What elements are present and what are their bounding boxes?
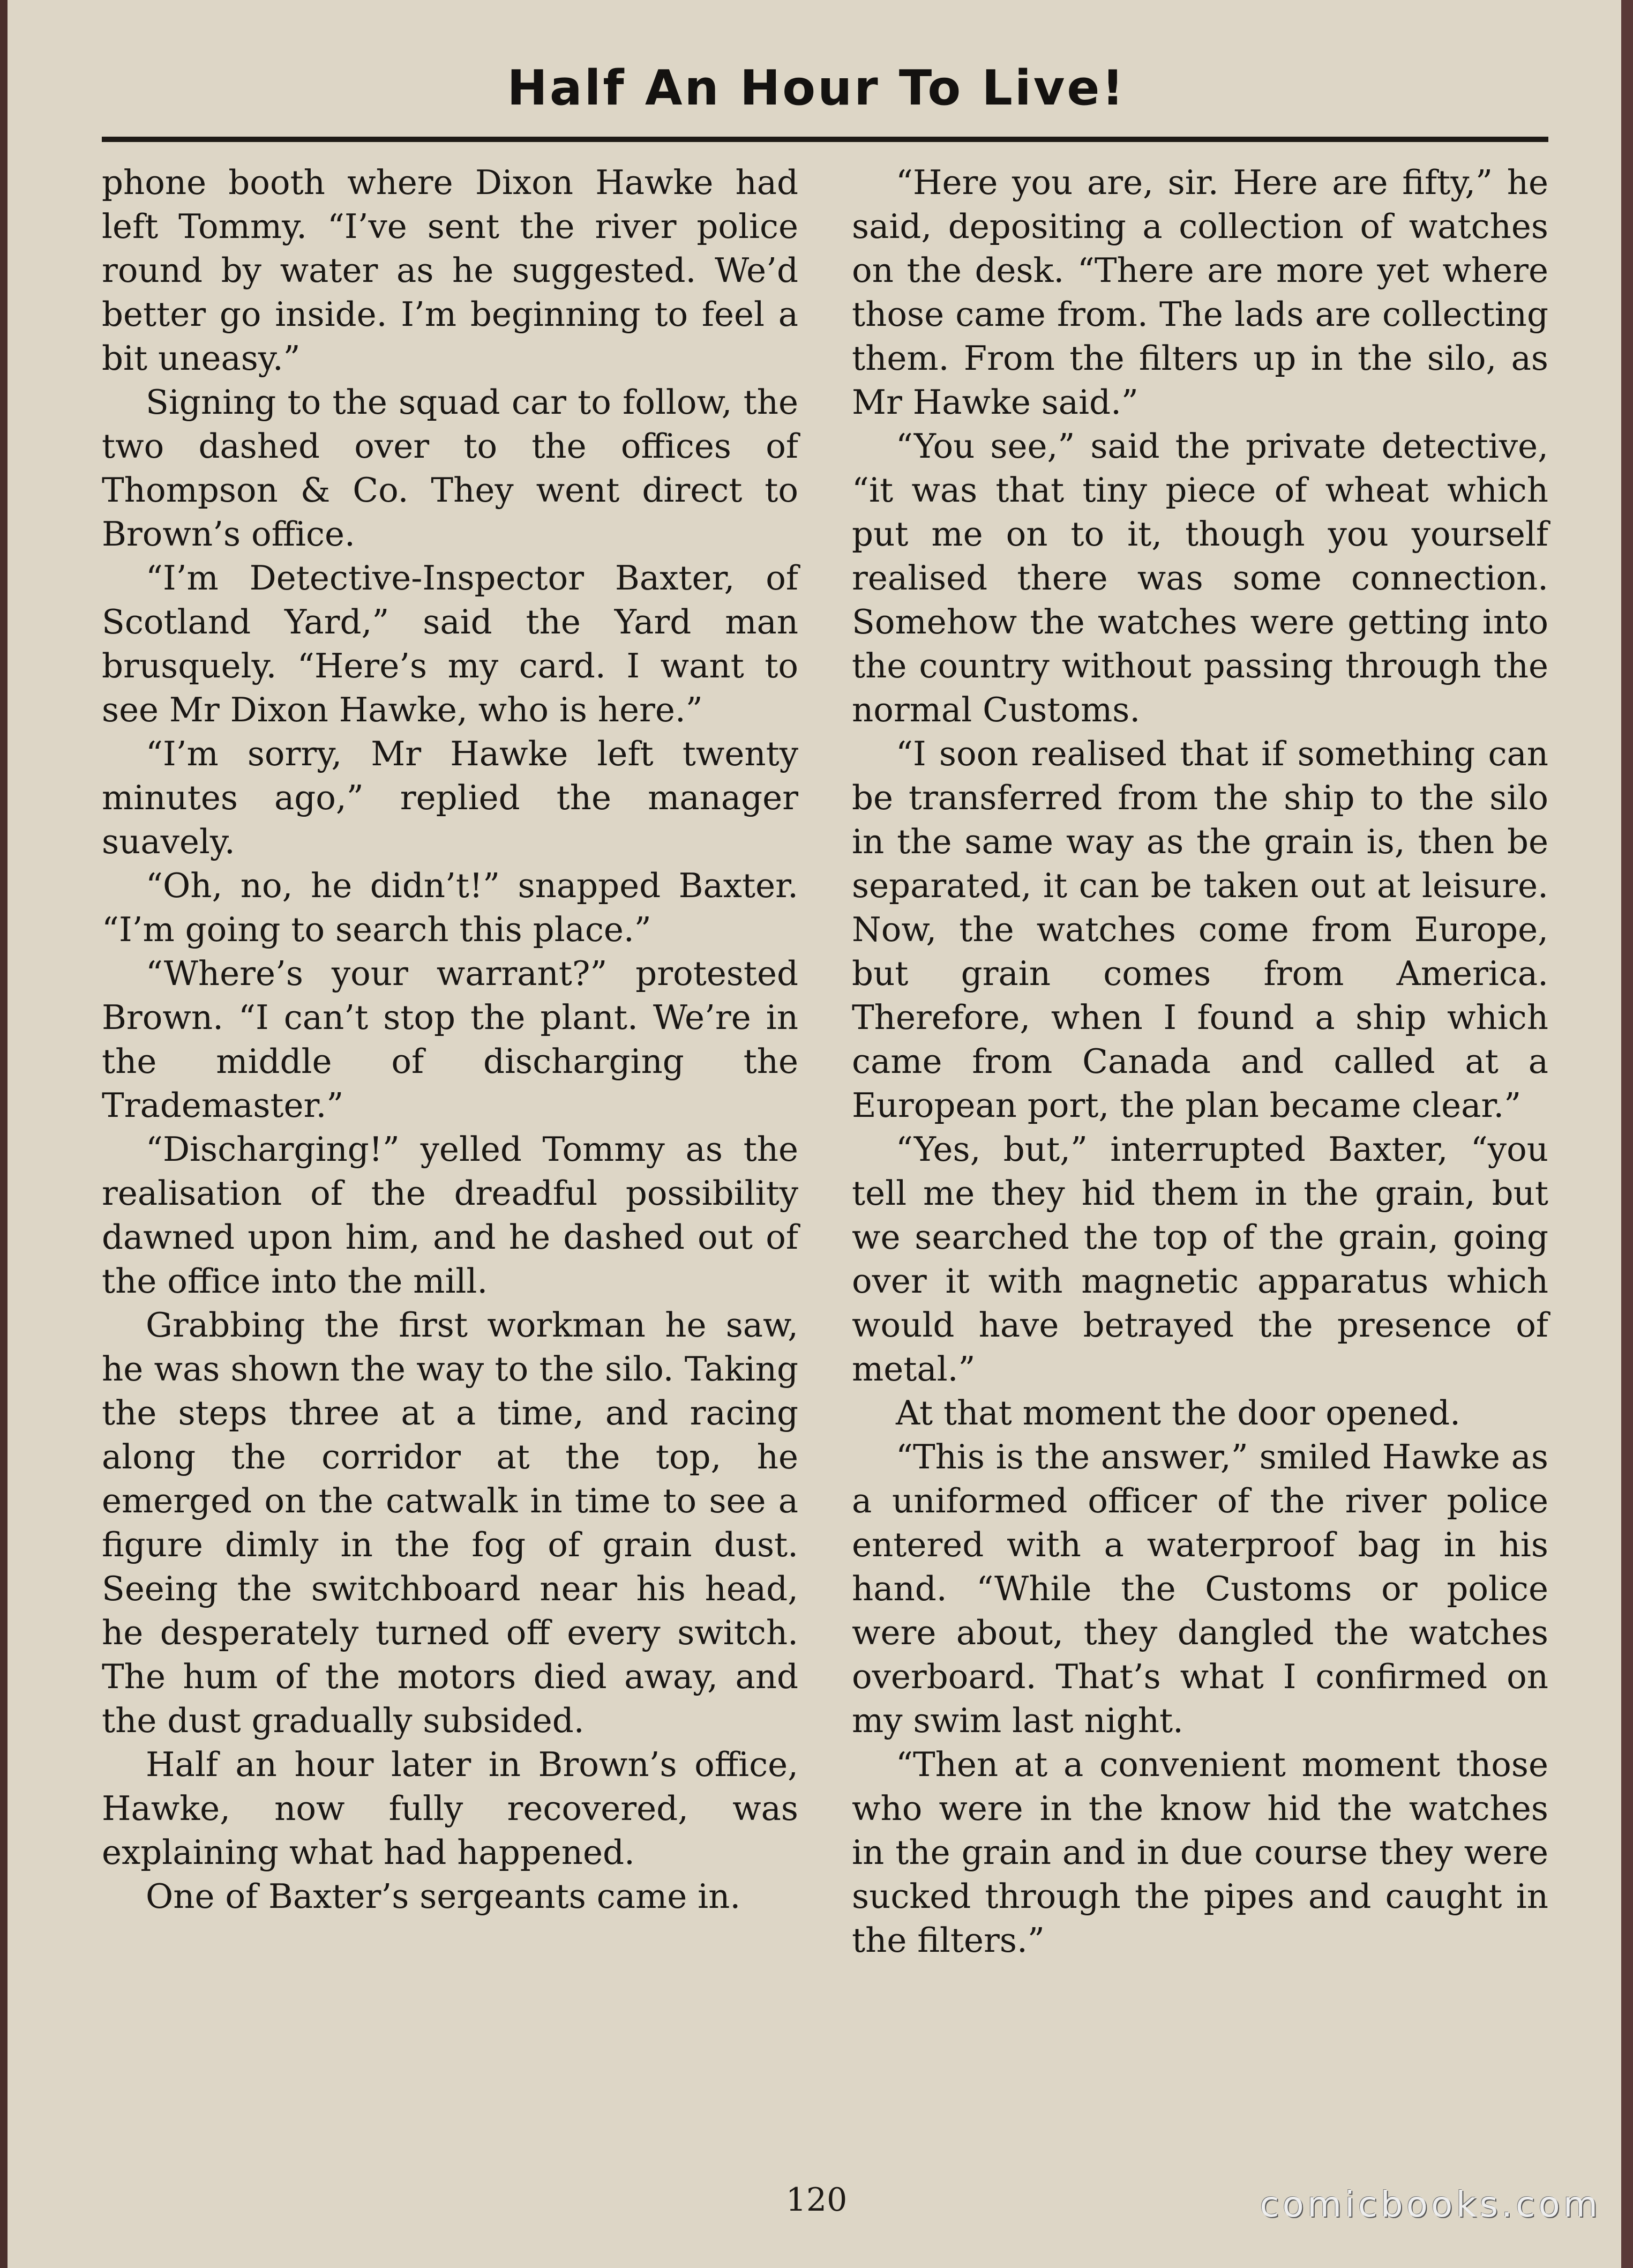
paragraph: “Here you are, sir. Here are fifty,” he said, depositing a collection of watches on the desk. “There are more yet where those came from. The lads are collecting them. From the filters up in the silo, as Mr Hawke said.” [852,163,1548,422]
paragraph: At that moment the door opened. [896,1393,1460,1433]
paragraph: “I’m Detective-Inspector Baxter, of Scotland Yard,” said the Yard man brusquely. “Here’s my card. I want to see Mr Dixon Hawke, who is here.” [102,558,798,729]
page-edge-left [0,0,8,2268]
paragraph: “I’m sorry, Mr Hawke left twenty minutes ago,” replied the manager suavely. [102,734,798,861]
site-watermark: comicbooks.com [1260,2184,1601,2225]
paragraph: “You see,” said the private detective, “it was that tiny piece of wheat which put me on to it, though you yourself realised there was some connection. Somehow the watches were getting into the country without passing through the normal Customs. [852,427,1548,729]
paragraph: “Yes, but,” interrupted Baxter, “you tell me they hid them in the grain, but we searched the top of the grain, going over it with magnetic apparatus which would have betrayed the presence of metal.” [852,1130,1548,1389]
paragraph: Signing to the squad car to follow, the two dashed over to the offices of Thompson & Co. They went direct to Brown’s office. [102,383,798,554]
story-title: Half An Hour To Live! [507,60,1126,116]
paragraph: One of Baxter’s sergeants came in. [146,1877,741,1916]
paragraph: “Where’s your warrant?” protested Brown. “I can’t stop the plant. We’re in the middle of discharging the Trademaster.” [102,954,798,1125]
paragraph: “Oh, no, he didn’t!” snapped Baxter. “I’m going to search this place.” [102,866,798,949]
right-column [852,161,1548,1963]
paragraph: “I soon realised that if something can be transferred from the ship to the silo in the same way as the grain is, then be separated, it can be taken out at leisure. Now, the watches come from Europe, but grain comes from America. Therefore, when I found a ship which came from Canada and called at a European port, the plan became clear.” [852,734,1548,1125]
paragraph: “Then at a convenient moment those who were in the know hid the watches in the grain and in due course they were sucked through the pipes and caught in the filters.” [852,1745,1548,1960]
paragraph: phone booth where Dixon Hawke had left Tommy. “I’ve sent the river police round by water as he suggested. We’d better go inside. I’m beginning to feel a bit uneasy.” [102,163,798,378]
title-rule [102,137,1548,142]
page-edge-right [1621,0,1633,2268]
paragraph: “This is the answer,” smiled Hawke as a uniformed officer of the river police entered with a waterproof bag in his hand. “While the Customs or police were about, they dangled the watches overboard. That’s what I confirmed on my swim last night. [852,1437,1548,1740]
paragraph: Half an hour later in Brown’s office, Hawke, now fully recovered, was explaining what had happened. [102,1745,798,1872]
paragraph: Grabbing the first workman he saw, he was shown the way to the silo. Taking the steps three at a time, and racing along the corridor at the top, he emerged on the catwalk in time to see a figure dimly in the fog of grain dust. Seeing the switchboard near his head, he desperately turned off every switch. The hum of the motors died away, and the dust gradually subsided. [102,1305,798,1740]
paragraph: “Discharging!” yelled Tommy as the realisation of the dreadful possibility dawned upon him, and he dashed out of the office into the mill. [102,1130,798,1301]
page-number: 120 [785,2181,848,2219]
left-column [102,161,798,1919]
